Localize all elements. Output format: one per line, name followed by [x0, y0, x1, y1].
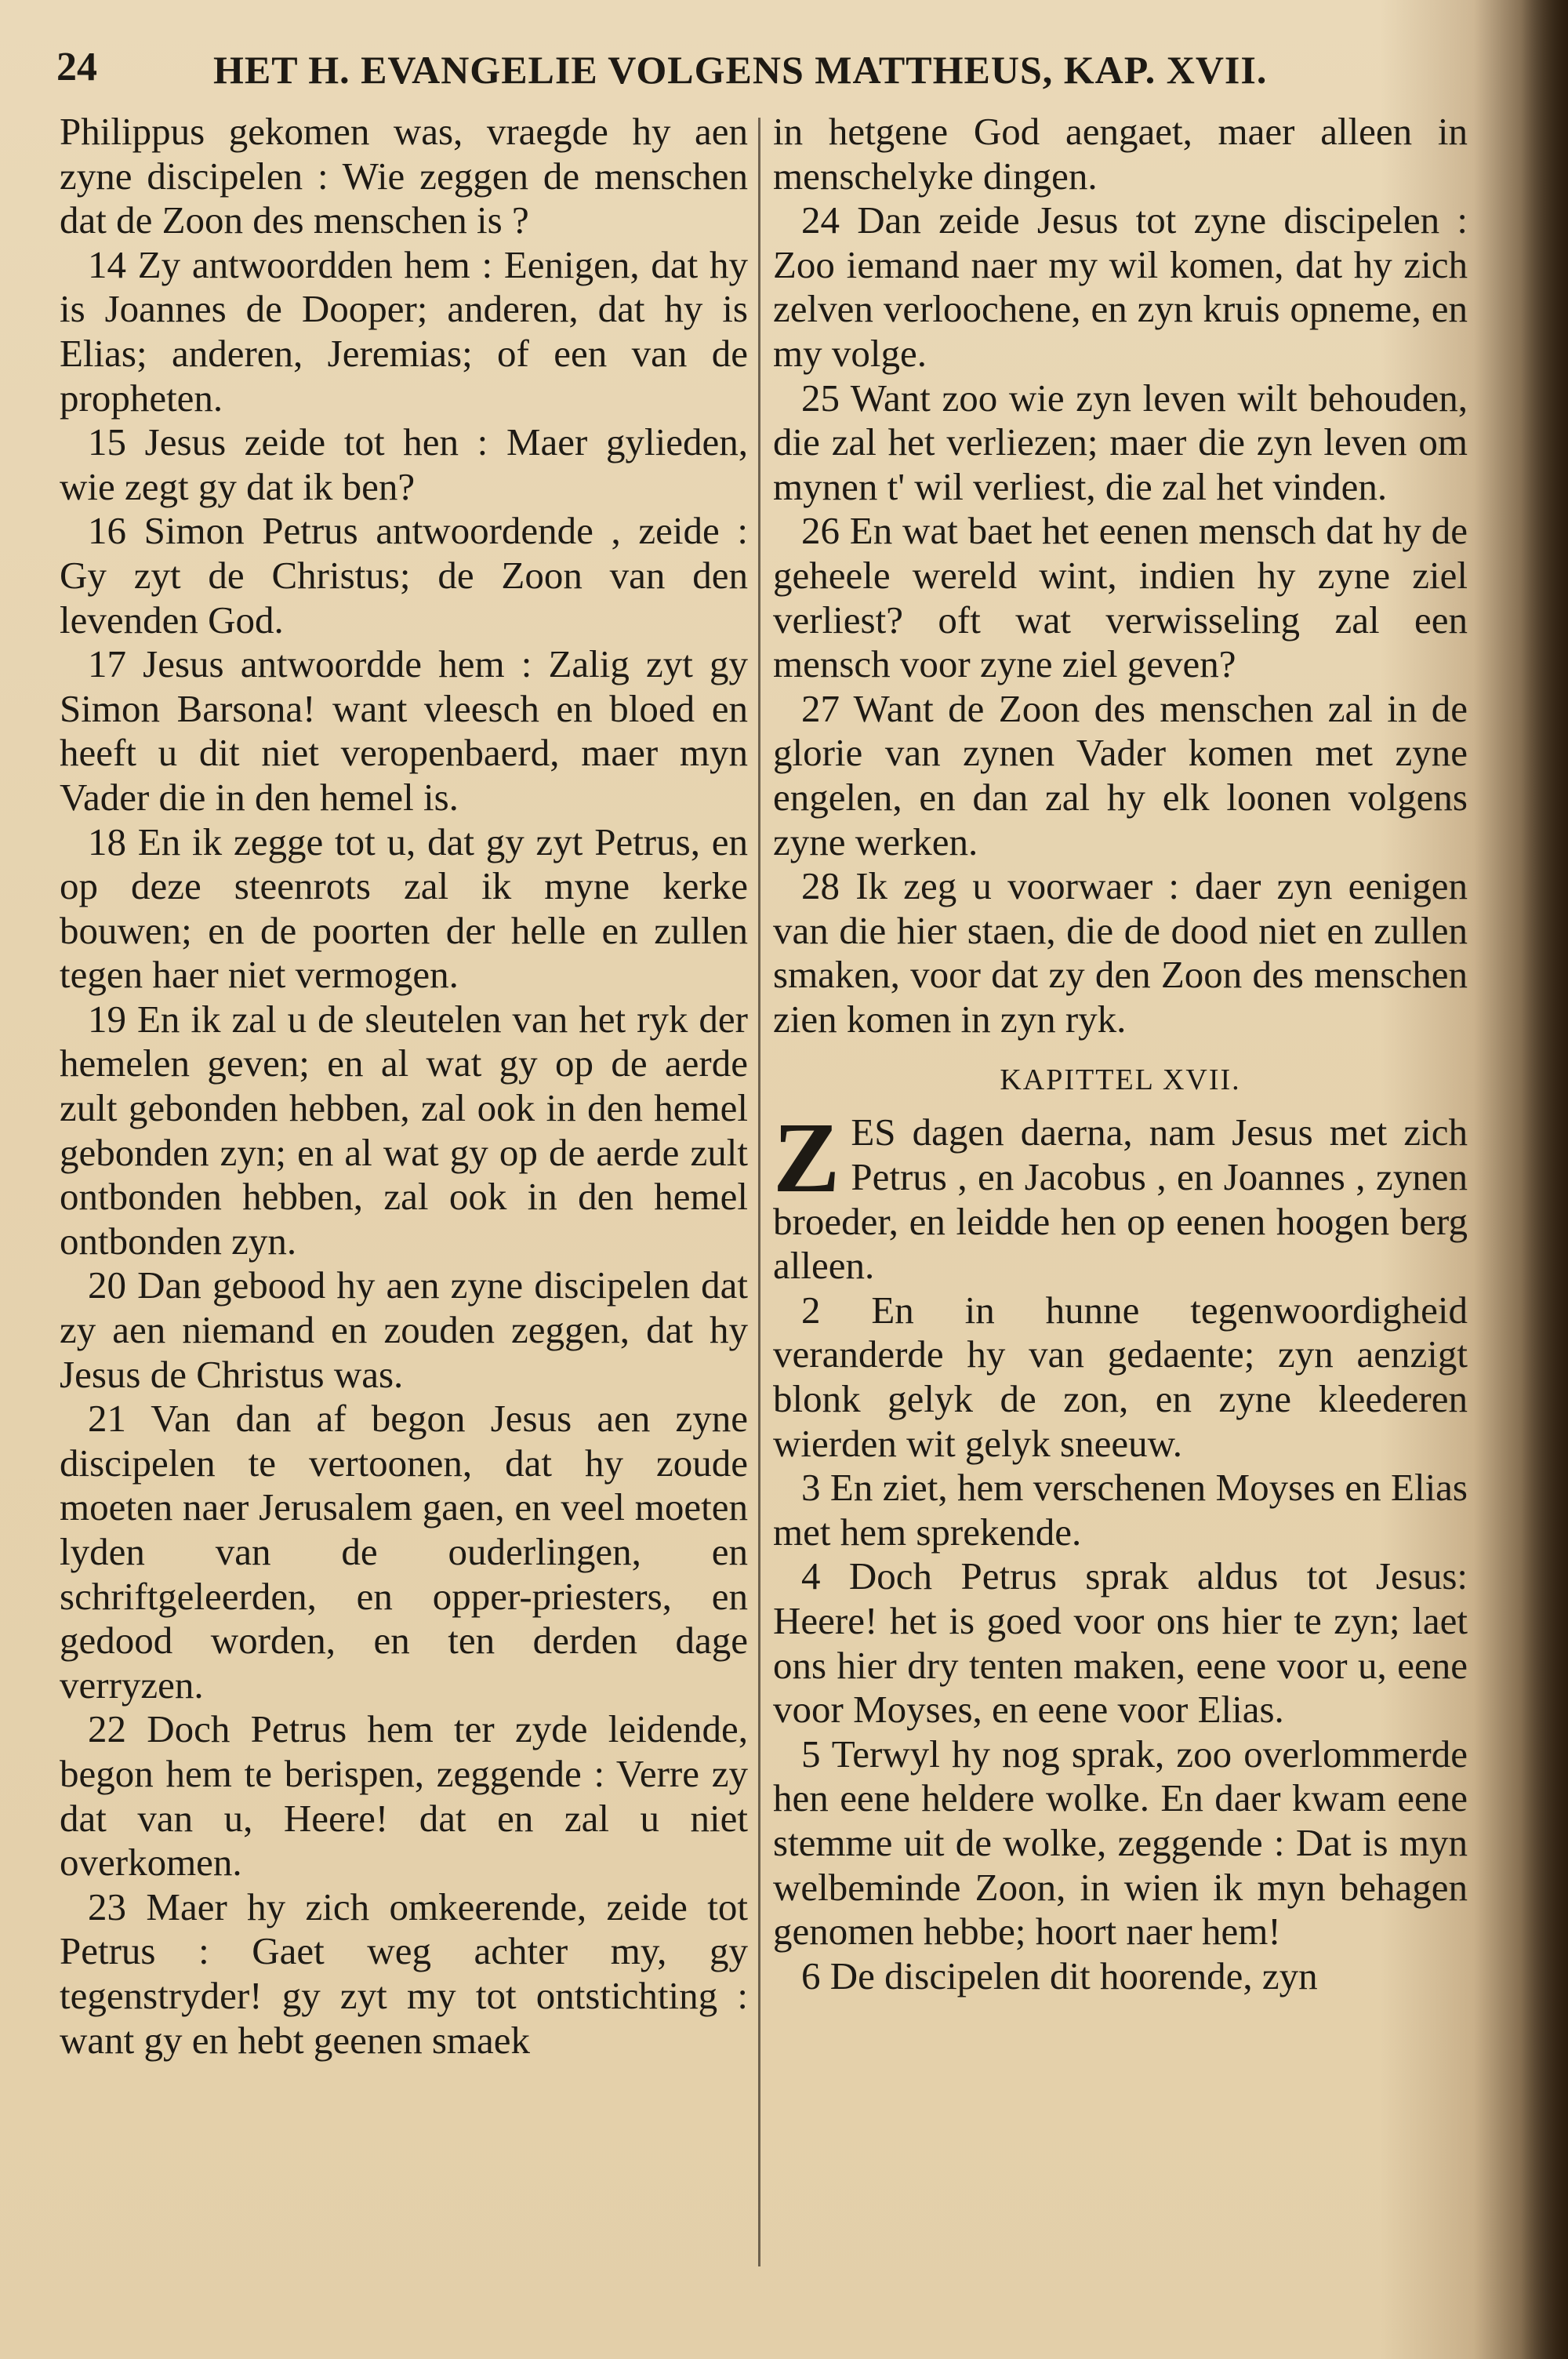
- verse-paragraph: 27 Want de Zoon des menschen zal in de glorie van zynen Vader komen met zyne engelen, en dan zal hy elk loonen volgens zyne werken.: [773, 686, 1468, 863]
- verse-paragraph: 6 De discipelen dit hoorende, zyn: [801, 1954, 1318, 1997]
- right-column-verses-ch16: [773, 110, 1468, 1041]
- right-column-verses-ch17: [773, 1289, 1468, 1999]
- verse-paragraph: 19 En ik zal u de sleutelen van het ryk der hemelen geven; en al wat gy op de aerde zult gebonden hebben, zal ook in den hemel gebonden zyn; en al wat gy op de aerde zult ontbonden hebben, zal ook in den hemel ontbonden zyn.: [60, 997, 748, 1263]
- verse-paragraph: 24 Dan zeide Jesus tot zyne discipelen : Zoo iemand naer my wil komen, dat hy zich zelven verloochene, en zyn kruis opneme, en my volge.: [773, 198, 1468, 375]
- verse-paragraph: 21 Van dan af begon Jesus aen zyne discipelen te vertoonen, dat hy zoude moeten naer Jerusalem gaen, en veel moeten lyden van de ouderlingen, en schriftgeleerden, en opper-priesters, en gedood worden, en ten derden dage verryzen.: [60, 1397, 748, 1707]
- drop-cap: Z: [773, 1102, 840, 1214]
- column-divider: [758, 118, 760, 2266]
- chapter-heading: KAPITTEL XVII.: [1000, 1063, 1241, 1097]
- page-header: [56, 41, 1327, 96]
- verse-paragraph: 25 Want zoo wie zyn leven wilt behouden, die zal het verliezen; maer die zyn leven om mynen t' wil verliest, die zal het vinden.: [773, 376, 1468, 508]
- left-column: [60, 110, 748, 2063]
- verse-paragraph: 20 Dan gebood hy aen zyne discipelen dat zy aen niemand en zouden zeggen, dat hy Jesus de Christus was.: [60, 1263, 748, 1396]
- verse-paragraph: 16 Simon Petrus antwoordende , zeide : Gy zyt de Christus; de Zoon van den levenden God.: [60, 509, 748, 642]
- verse-paragraph: Philippus gekomen was, vraegde hy aen zyne discipelen : Wie zeggen de menschen dat de Zoon des menschen is ?: [60, 110, 748, 242]
- page-edge-shadow: [1521, 0, 1568, 2359]
- verse-paragraph: 26 En wat baet het eenen mensch dat hy de geheele wereld wint, indien hy zyne ziel verliest? oft wat verwisseling zal een mensch voor zyne ziel geven?: [773, 509, 1468, 686]
- verse-paragraph: 22 Doch Petrus hem ter zyde leidende, begon hem te berispen, zeggende : Verre zy dat van u, Heere! dat en zal u niet overkomen.: [60, 1707, 748, 1885]
- verse-paragraph: 18 En ik zegge tot u, dat gy zyt Petrus, en op deze steenrots zal ik myne kerke bouwen; en de poorten der helle en zullen tegen haer niet vermogen.: [60, 820, 748, 997]
- chapter-opening-paragraph: [773, 1102, 1468, 1288]
- verse-paragraph: 15 Jesus zeide tot hen : Maer gylieden, wie zegt gy dat ik ben?: [60, 420, 748, 508]
- chapter-opening-text: ES dagen daerna, nam Jesus met zich Petrus , en Jacobus , en Joannes , zynen broeder, en leidde hen op eenen hoogen berg alleen.: [773, 1110, 1468, 1288]
- verse-paragraph: 2 En in hunne tegenwoordigheid veranderde hy van gedaente; zyn aenzigt blonk gelyk de zon, en zyne kleederen wierden wit gelyk sneeuw.: [773, 1288, 1468, 1465]
- verse-paragraph: in hetgene God aengaet, maer alleen in menschelyke dingen.: [773, 110, 1468, 198]
- verse-paragraph: 14 Zy antwoordden hem : Eenigen, dat hy is Joannes de Dooper; anderen, dat hy is Elias; anderen, Jeremias; of een van de propheten.: [60, 242, 748, 420]
- page-number: 24: [56, 45, 97, 89]
- verse-paragraph: 5 Terwyl hy nog sprak, zoo overlommerde hen eene heldere wolke. En daer kwam eene stemme uit de wolke, zeggende : Dat is myn welbeminde Zoon, in wien ik myn behagen genomen hebbe; hoort naer hem!: [773, 1732, 1468, 1954]
- verse-paragraph: 23 Maer hy zich omkeerende, zeide tot Petrus : Gaet weg achter my, gy tegenstryder! gy zyt my tot ontstichting : want gy en hebt geenen smaek: [60, 1885, 748, 2062]
- running-title: HET H. EVANGELIE VOLGENS MATTHEUS, KAP. XVII.: [213, 48, 1268, 92]
- verse-paragraph: 17 Jesus antwoordde hem : Zalig zyt gy Simon Barsona! want vleesch en bloed en heeft u dit niet veropenbaerd, maer myn Vader die in den hemel is.: [60, 642, 748, 819]
- verse-paragraph: 3 En ziet, hem verschenen Moyses en Elias met hem sprekende.: [773, 1466, 1468, 1554]
- verse-paragraph: 28 Ik zeg u voorwaer : daer zyn eenigen van die hier staen, die de dood niet en zullen smaken, voor dat zy den Zoon des menschen zien komen in zyn ryk.: [773, 864, 1468, 1041]
- right-column: [773, 110, 1468, 1998]
- verse-paragraph: 4 Doch Petrus sprak aldus tot Jesus: Heere! het is goed voor ons hier te zyn; laet ons hier dry tenten maken, eene voor u, eene voor Moyses, en eene voor Elias.: [773, 1554, 1468, 1732]
